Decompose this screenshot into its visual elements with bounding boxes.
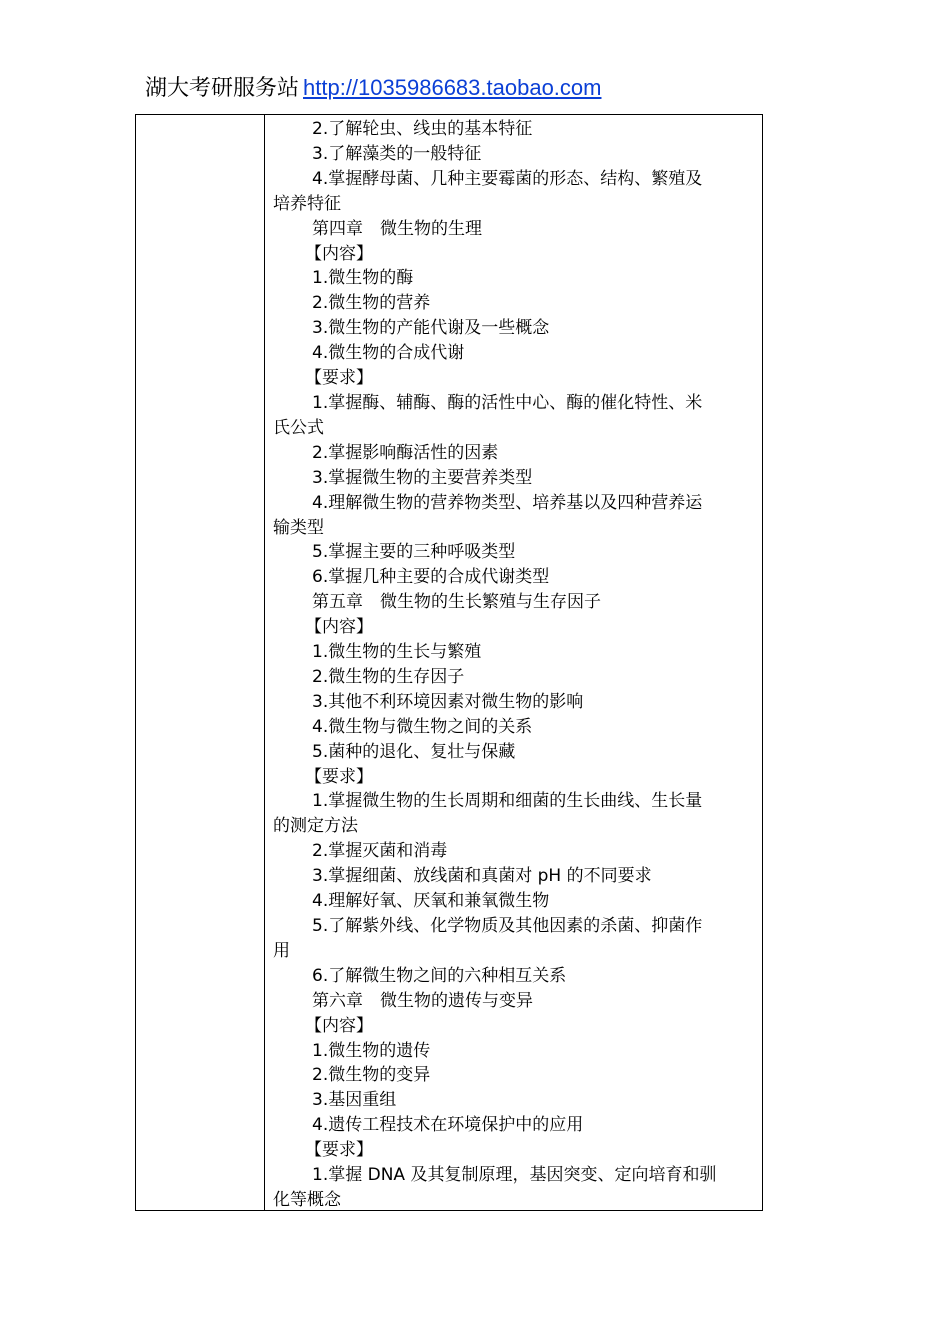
text-line: 2.微生物的营养: [312, 293, 431, 314]
text-line: 2.微生物的生存因子: [312, 666, 465, 687]
text-line: 3.其他不利环境因素对微生物的影响: [312, 691, 584, 712]
section-label: 【内容】: [305, 1015, 373, 1036]
page-header: [145, 72, 601, 105]
text-line: 6.掌握几种主要的合成代谢类型: [312, 567, 550, 588]
chapter-heading: 第四章 微生物的生理: [312, 218, 482, 239]
header-title: 湖大考研服务站: [145, 76, 300, 101]
text-line: 输类型: [273, 517, 324, 538]
text-line: 4.微生物的合成代谢: [312, 343, 465, 364]
section-label: 【要求】: [305, 368, 373, 389]
text-line: 4.微生物与微生物之间的关系: [312, 716, 533, 737]
text-line: 1.掌握微生物的生长周期和细菌的生长曲线、生长量: [312, 791, 703, 812]
text-line: 2.掌握灭菌和消毒: [312, 841, 448, 862]
text-line: 5.菌种的退化、复壮与保藏: [312, 741, 516, 762]
text-line: 4.理解微生物的营养物类型、培养基以及四种营养运: [312, 492, 703, 513]
text-line: 1.微生物的酶: [312, 268, 414, 289]
chapter-heading: 第五章 微生物的生长繁殖与生存因子: [312, 592, 601, 613]
text-line: 1.掌握酶、辅酶、酶的活性中心、酶的催化特性、米: [312, 392, 703, 413]
text-line: 5.了解紫外线、化学物质及其他因素的杀菌、抑菌作: [312, 916, 703, 936]
text-line: 4.遗传工程技术在环境保护中的应用: [312, 1115, 584, 1136]
text-line: 5.掌握主要的三种呼吸类型: [312, 542, 516, 563]
text-line: 4.理解好氧、厌氧和兼氧微生物: [312, 891, 550, 912]
section-label: 【要求】: [305, 766, 373, 787]
text-line: 3.基因重组: [312, 1090, 397, 1111]
text-line: 2.掌握影响酶活性的因素: [312, 442, 499, 463]
text-line: 用: [273, 940, 290, 961]
text-line: 2.了解轮虫、线虫的基本特征: [312, 119, 533, 139]
text-line: 4.掌握酵母菌、几种主要霉菌的形态、结构、繁殖及: [312, 168, 703, 189]
text-line: 1.微生物的生长与繁殖: [312, 642, 482, 663]
text-line: 2.微生物的变异: [312, 1065, 431, 1086]
text-line: 6.了解微生物之间的六种相互关系: [312, 965, 567, 986]
text-line: 1.微生物的遗传: [312, 1040, 431, 1061]
syllabus-content: [273, 117, 753, 1213]
text-line: 培养特征: [273, 193, 341, 214]
text-line: 氏公式: [273, 417, 324, 438]
syllabus-table: [135, 114, 763, 1211]
text-line: 化等概念: [273, 1189, 341, 1210]
section-label: 【内容】: [305, 243, 373, 264]
section-label: 【要求】: [305, 1140, 373, 1161]
text-line: 1.掌握 DNA 及其复制原理，基因突变、定向培育和驯: [312, 1165, 717, 1186]
text-line: 3.了解藻类的一般特征: [312, 143, 482, 164]
text-line: 3.掌握细菌、放线菌和真菌对 pH 的不同要求: [312, 866, 652, 887]
text-line: 3.掌握微生物的主要营养类型: [312, 467, 533, 488]
section-label: 【内容】: [305, 617, 373, 638]
column-divider: [264, 115, 265, 1210]
header-link[interactable]: http://1035986683.taobao.com: [303, 75, 602, 100]
text-line: 3.微生物的产能代谢及一些概念: [312, 318, 550, 339]
text-line: 的测定方法: [273, 816, 358, 837]
chapter-heading: 第六章 微生物的遗传与变异: [312, 990, 533, 1011]
